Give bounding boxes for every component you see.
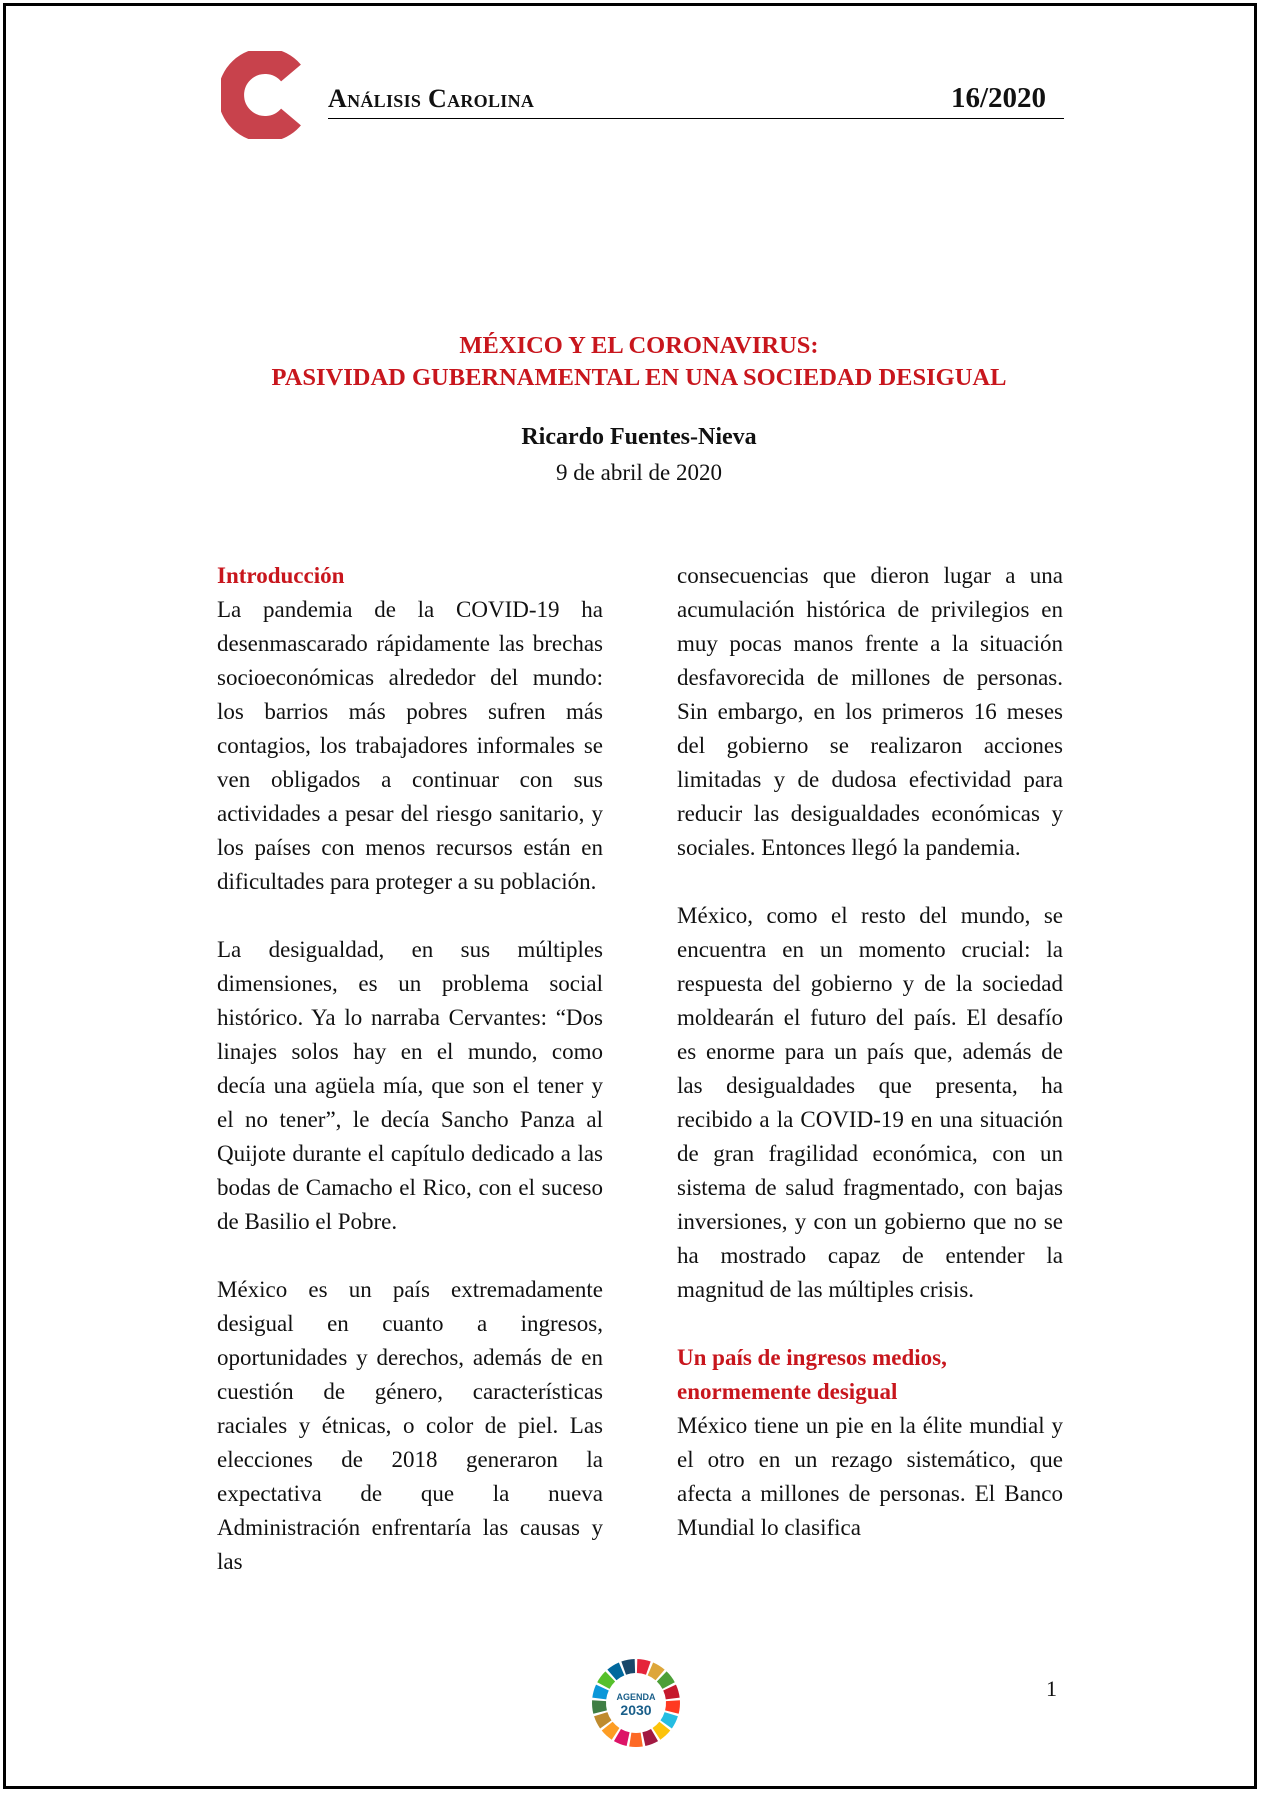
- header-rule: [328, 118, 1064, 119]
- agenda-2030-logo-icon: [590, 1657, 682, 1749]
- author: Ricardo Fuentes-Nieva: [521, 424, 757, 450]
- agenda-label: AGENDA: [616, 1692, 656, 1702]
- section-heading-pais-ingresos-medios: Un país de ingresos medios, enormemente desigual: [677, 1345, 947, 1404]
- year-label: 2030: [620, 1702, 652, 1718]
- document-title: [186, 330, 1092, 394]
- sdg-segment: [637, 1659, 651, 1675]
- title-line-1: MÉXICO Y EL CORONAVIRUS:: [459, 332, 819, 359]
- paragraph: México es un país extremadamente desigual en cuanto a ingresos, oportunidades y derechos, además de en cuestión de género, características raciales y étnicas, o color de piel. Las elecciones de 2018 generaron la expectativa de que la nueva Administración enfrentaría las causas y las: [217, 1277, 603, 1574]
- title-line-2: PASIVIDAD GUBERNAMENTAL EN UNA SOCIEDAD DESIGUAL: [271, 364, 1007, 391]
- sdg-segment: [629, 1733, 643, 1747]
- sdg-segment: [621, 1659, 635, 1675]
- left-column: [217, 559, 603, 1613]
- publication-date: 9 de abril de 2020: [555, 460, 723, 485]
- right-column: [677, 559, 1063, 1579]
- sdg-segment: [665, 1700, 680, 1714]
- page-number: 1: [1046, 1676, 1057, 1701]
- series-title: Análisis Carolina: [328, 84, 535, 113]
- paragraph: La desigualdad, en sus múltiples dimensiones, es un problema social histórico. Ya lo narraba Cervantes: “Dos linajes solos hay en el mundo, como decía una agüela mía, que son el tener y el no tener”, le decía Sancho Panza al Quijote durante el capítulo dedicado a las bodas de Camacho el Rico, con el suceso de Basilio el Pobre.: [217, 937, 603, 1234]
- paragraph: La pandemia de la COVID-19 ha desenmascarado rápidamente las brechas socioeconómicas alrededor del mundo: los barrios más pobres sufren más contagios, los trabajadores informales se ven obligados a continuar con sus actividades a pesar del riesgo sanitario, y los países con menos recursos están en dificultades para proteger a su población.: [217, 597, 603, 894]
- page: [3, 3, 1257, 1789]
- paragraph: consecuencias que dieron lugar a una acumulación histórica de privilegios en muy pocas manos frente a la situación desfavorecida de millones de personas. Sin embargo, en los primeros 16 meses del gobierno se realizaron acciones limitadas y de dudosa efectividad para reducir las desigualdades económicas y sociales. Entonces llegó la pandemia.: [677, 563, 1063, 860]
- issue-number: 16/2020: [950, 82, 1046, 114]
- section-heading-introduccion: Introducción: [217, 563, 345, 588]
- paragraph: México tiene un pie en la élite mundial y el otro en un rezago sistemático, que afecta a millones de personas. El Banco Mundial lo clasifica: [677, 1413, 1063, 1540]
- paragraph: México, como el resto del mundo, se encuentra en un momento crucial: la respuesta del gobierno y de la sociedad moldearán el futuro del país. El desafío es enorme para un país que, además de las desigualdades que presenta, ha recibido a la COVID-19 en una situación de gran fragilidad económica, con un sistema de salud fragmentado, con bajas inversiones, y con un gobierno que no se ha mostrado capaz de entender la magnitud de las múltiples crisis.: [677, 903, 1063, 1302]
- carolina-logo-icon: [221, 51, 303, 139]
- sdg-segment: [592, 1700, 607, 1714]
